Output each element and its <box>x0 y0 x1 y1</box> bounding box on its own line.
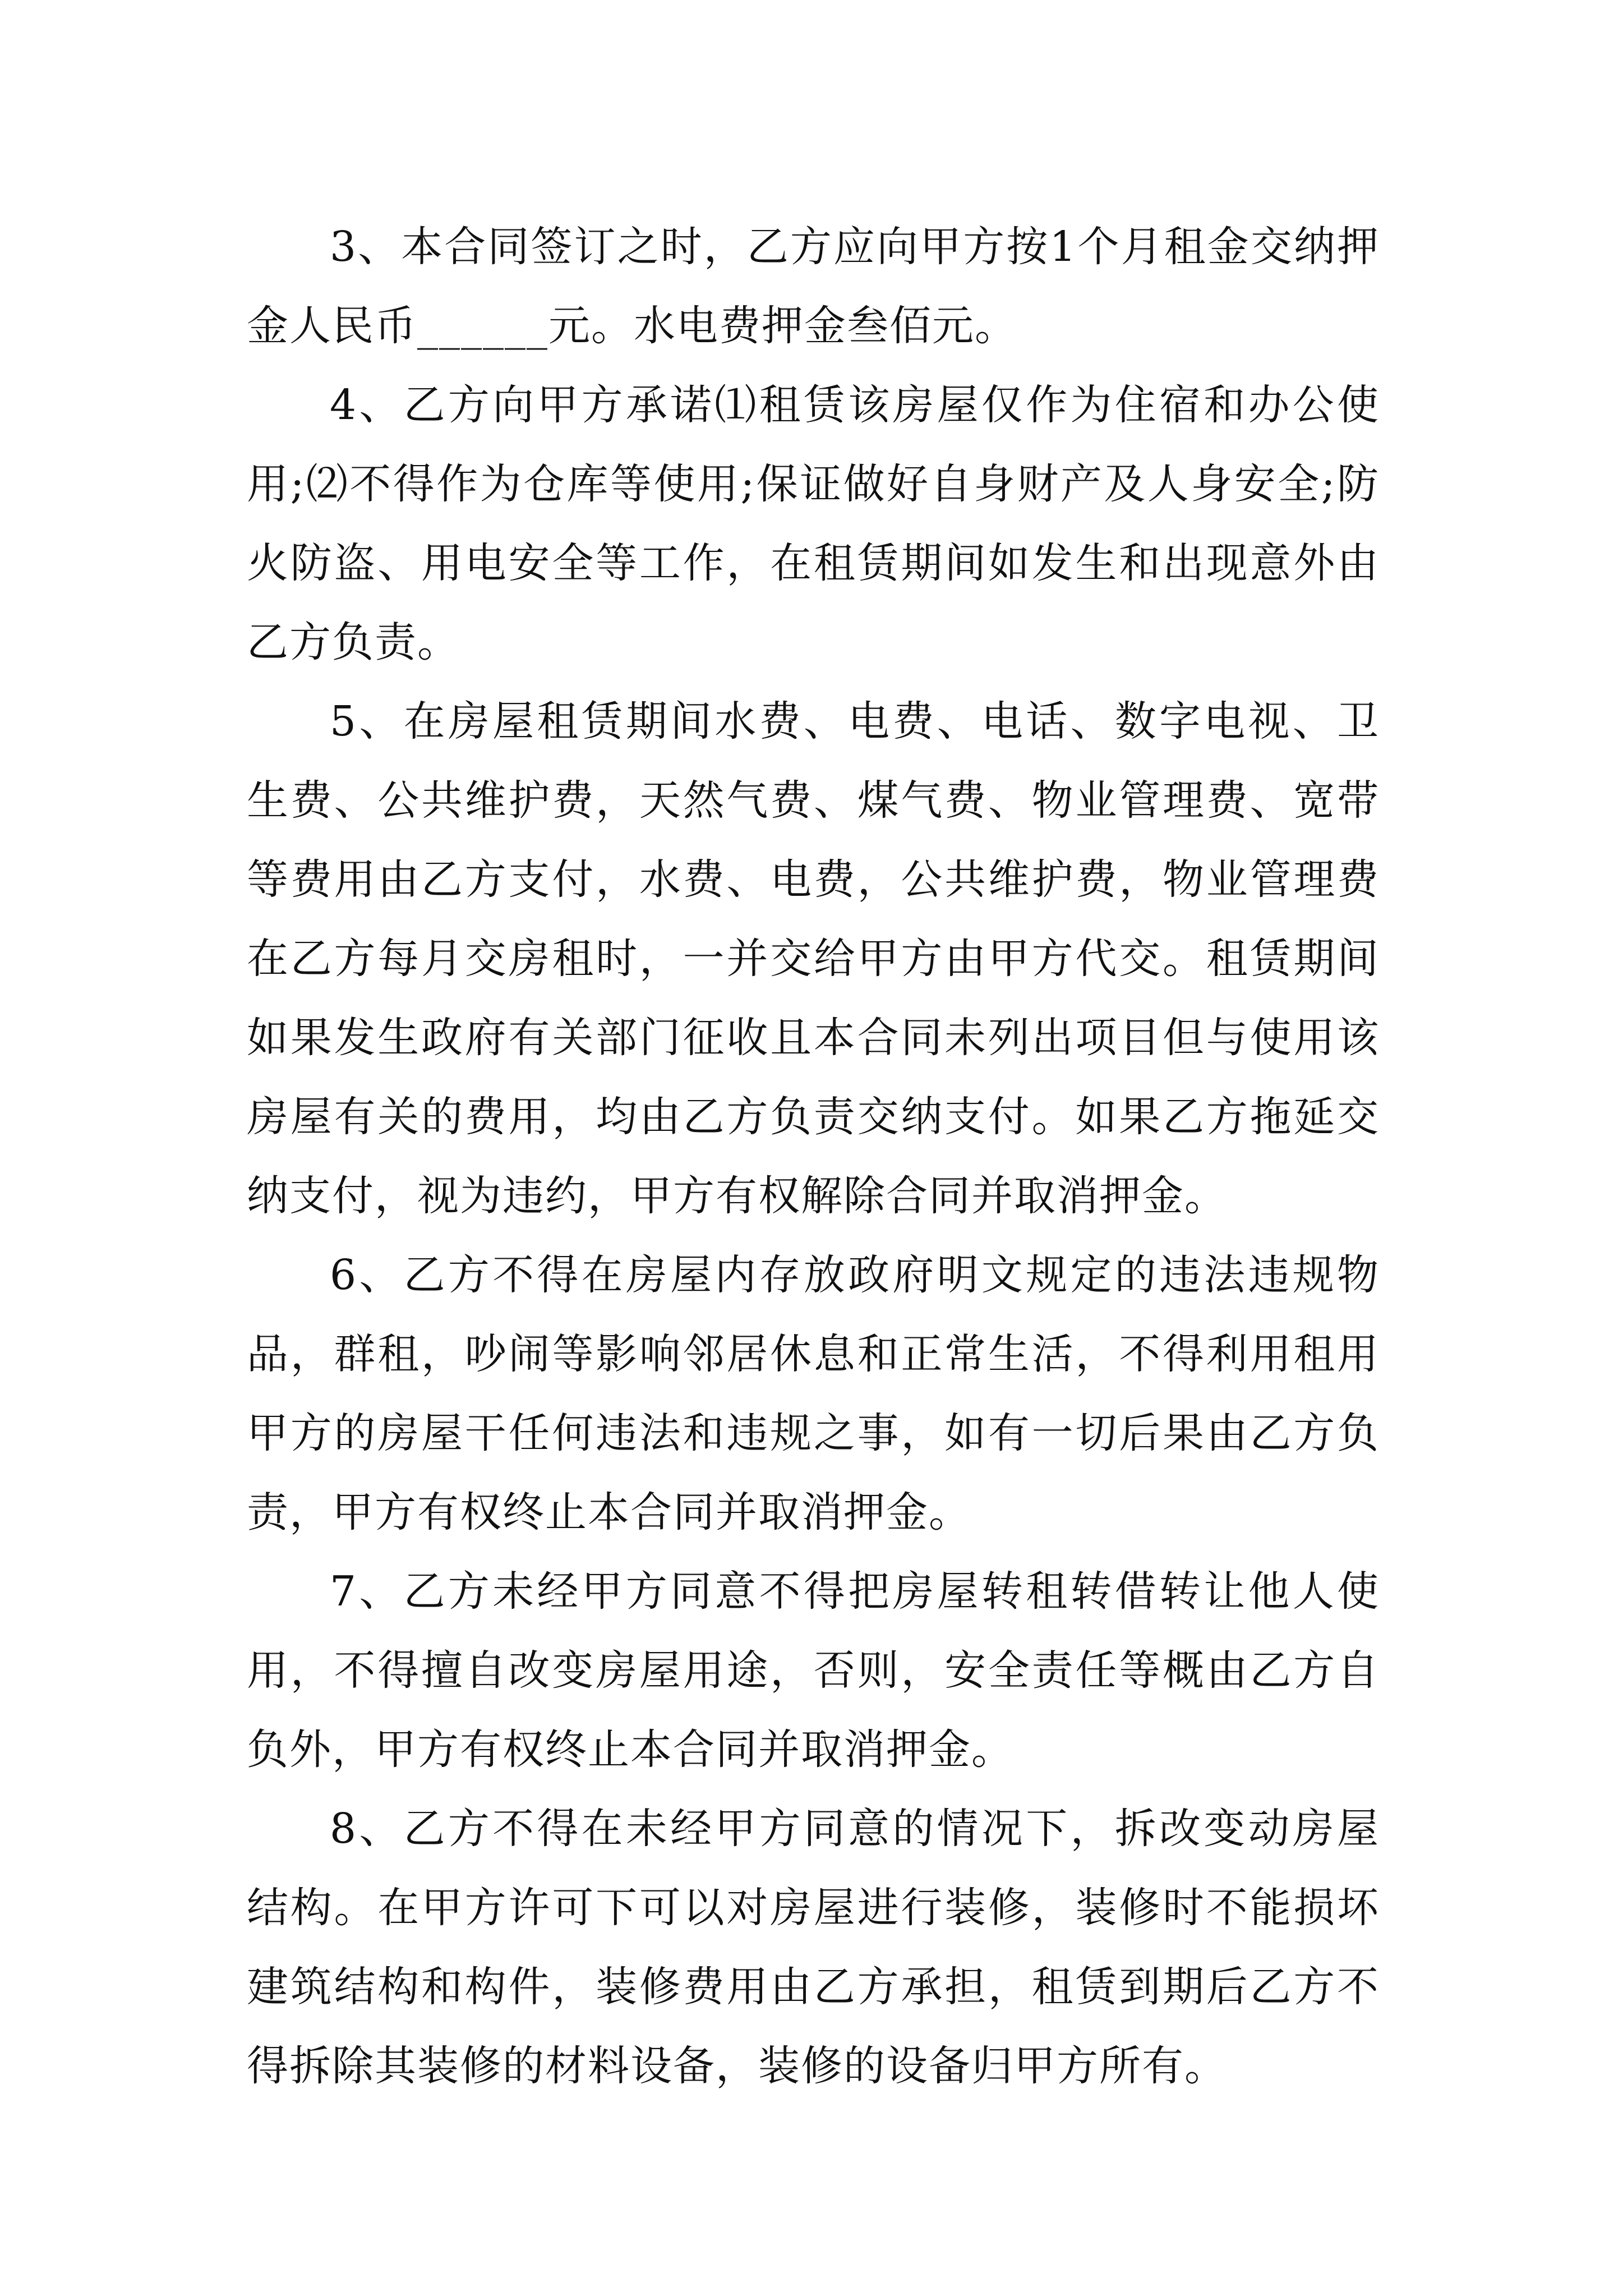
clause-3: 3、本合同签订之时，乙方应向甲方按1个月租金交纳押金人民币______元。水电费押金叁佰元。 <box>247 223 1380 350</box>
clause-5: 5、在房屋租赁期间水费、电费、电话、数字电视、卫生费、公共维护费，天然气费、煤气费、物业管理费、宽带等费用由乙方支付，水费、电费，公共维护费，物业管理费在乙方每月交房租时，一并交给甲方由甲方代交。租赁期间如果发生政府有关部门征收且本合同未列出项目但与使用该房屋有关的费用，均由乙方负责交纳支付。如果乙方拖延交纳支付，视为违约，甲方有权解除合同并取消押金。 <box>247 697 1380 1220</box>
clause-6: 6、乙方不得在房屋内存放政府明文规定的违法违规物品，群租，吵闹等影响邻居休息和正常生活，不得利用租用甲方的房屋干任何违法和违规之事，如有一切后果由乙方负责，甲方有权终止本合同并取消押金。 <box>247 1251 1380 1536</box>
clause-8: 8、乙方不得在未经甲方同意的情况下，拆改变动房屋结构。在甲方许可下可以对房屋进行装修，装修时不能损坏建筑结构和构件，装修费用由乙方承担，租赁到期后乙方不得拆除其装修的材料设备，装修的设备归甲方所有。 <box>247 1805 1380 2090</box>
clause-7: 7、乙方未经甲方同意不得把房屋转租转借转让他人使用，不得擅自改变房屋用途，否则，安全责任等概由乙方自负外，甲方有权终止本合同并取消押金。 <box>247 1567 1380 1774</box>
contract-body <box>247 208 1380 2106</box>
clause-4: 4、乙方向甲方承诺⑴租赁该房屋仅作为住宿和办公使用;⑵不得作为仓库等使用;保证做好自身财产及人身安全;防火防盗、用电安全等工作，在租赁期间如发生和出现意外由乙方负责。 <box>247 381 1380 666</box>
